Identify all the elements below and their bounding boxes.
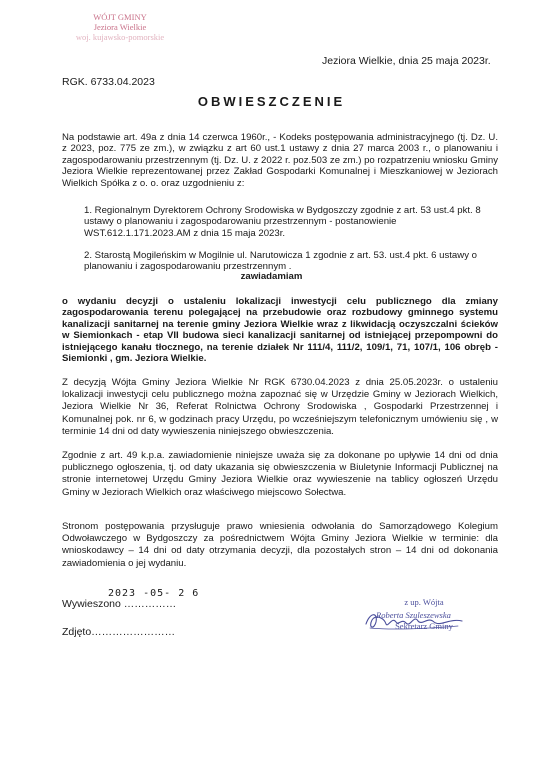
stamp-line-3: woj. kujawsko-pomorskie — [75, 32, 165, 42]
place-and-date: Jeziora Wielkie, dnia 25 maja 2023r. — [322, 55, 491, 67]
signatory-role: Sekretarz Gminy — [395, 621, 453, 631]
paragraph-notification: Zgodnie z art. 49 k.p.a. zawiadomienie niniejsze uważa się za dokonane po upływie 14 dni od dnia publicznego ogłoszenia, tj. od daty ukazania się obwieszczenia w Biuletynie Informacji Publicznej na stronie internetowej Urzędu Gminy Jeziora Wielkie oraz wywieszenie na tablicy ogłoszeń Urzędu Gminy w Jeziorach Wielkich oraz właściwego miejscowo Sołectwa. — [62, 450, 498, 498]
reference-number: RGK. 6733.04.2023 — [62, 76, 155, 88]
office-stamp — [60, 12, 180, 42]
signature-block — [362, 597, 472, 632]
posted-date-stamp: 2023 -05- 2 6 — [108, 588, 200, 599]
removed-label: Zdjęto…………………… — [62, 626, 176, 638]
signatory-name: Roberta Szuleszewska — [376, 610, 451, 620]
paragraph-appeal: Stronom postępowania przysługuje prawo wniesienia odwołania do Samorządowego Kolegium Odwoławczego w Bydgoszczy za pośrednictwem Wójta Gminy Jeziora Wielkie w terminie: dla wnioskodawcy – 14 dni od daty otrzymania decyzji, dla pozostałych stron – 14 dni od dokonania zawiadomienia o jej wydaniu. — [62, 521, 498, 569]
posted-label: Wywieszono …………… — [62, 598, 177, 610]
stamp-line-1: WÓJT GMINY — [93, 12, 147, 22]
paragraph-decision-access: Z decyzją Wójta Gminy Jeziora Wielkie Nr RGK 6730.04.2023 z dnia 25.05.2023r. o ustaleniu lokalizacji inwestycji celu publicznego można zapoznać się w Urzędzie Gminy w Jeziorach Wielkich, Jeziora Wielkie Nr 36, Referat Rolnictwa Ochrony Srodowiska , Gospodarki Przestrzennej i Komunalnej pok. nr 6, w godzinach pracy Urzędu, po wcześniejszym telefonicznym umówieniu się , w terminie 14 dni od daty wywieszenia niniejszego obwieszczenia. — [62, 377, 498, 437]
agreement-item: 1. Regionalnym Dyrektorem Ochrony Srodowiska w Bydgoszczy zgodnie z art. 53 ust.4 pkt. 8 ustawy o planowaniu i zagospodarowaniu przestrzennym - postanowienie WST.612.1.171.2023.AM z dnia 15 maja 2023r. — [84, 205, 481, 239]
decision-subject: o wydaniu decyzji o ustaleniu lokalizacji inwestycji celu publicznego dla zmiany zagospodarowania terenu polegającej na przebudowie oraz rozbudowy gminnego systemu kanalizacji sanitarnej na terenie gminy Jeziora Wielkie wraz z likwidacją oczyszczalni ścieków w Siemionkach - etap VII budowa sieci kanalizacji sanitarnej od istniejącej przepompowni do istniejącego kanału tłocznego, na terenie działek Nr 111/4, 111/2, 109/1, 71, 107/1, 106 obręb - Siemionki , gm. Jeziora Wielkie. — [62, 296, 498, 365]
intro-paragraph: Na podstawie art. 49a z dnia 14 czerwca 1960r., - Kodeks postępowania administracyjnego (tj. Dz. U. z 2023, poz. 775 ze zm.), w związku z art 60 ust.1 ustawy z dnia 27 marca 2003 r., o planowaniu i zagospodarowaniu przestrzennym (tj. Dz. U. z 2022 r. poz.503 ze zm.) po rozpatrzeniu wniosku Gminy Jeziora Wielkie reprezentowanej przez Zakład Gospodarki Komunalnej i Mieszkaniowej w Jeziorach Wielkich Spółka z o. o. oraz uzgodnieniu z: — [62, 132, 498, 189]
document-title: OBWIESZCZENIE — [197, 94, 346, 109]
signature-on-behalf: z up. Wójta — [404, 597, 444, 607]
stamp-line-2: Jeziora Wielkie — [93, 22, 147, 32]
agreement-item: 2. Starostą Mogileńskim w Mogilnie ul. Narutowicza 1 zgodnie z art. 53. ust.4 pkt. 6 ustawy o planowaniu i zagospodarowaniu przestrzennym . — [84, 250, 477, 273]
announcement-heading: zawiadamiam — [240, 271, 303, 282]
